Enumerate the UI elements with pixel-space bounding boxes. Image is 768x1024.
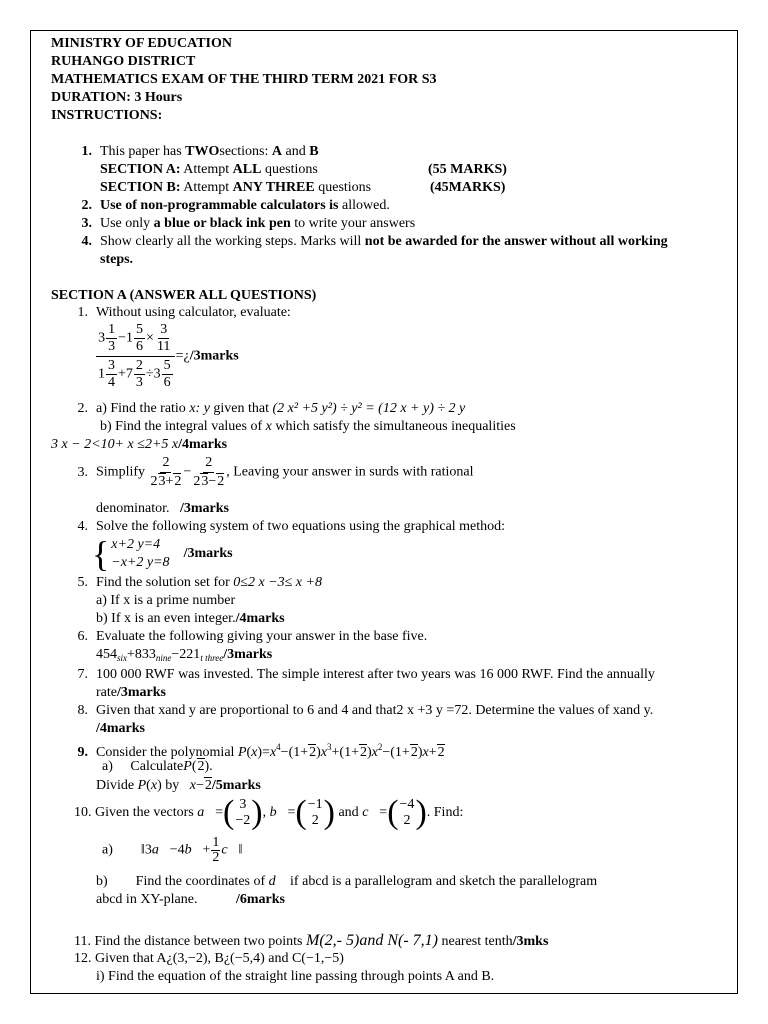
instruction-section-a: SECTION A: Attempt ALL questions xyxy=(100,162,318,177)
section-a-title: SECTION A (ANSWER ALL QUESTIONS) xyxy=(51,288,317,303)
q5a: a) If x is a prime number xyxy=(96,593,236,608)
instruction-2: 2. Use of non-programmable calculators is allowed. xyxy=(81,198,390,213)
q3-line2: denominator. /3marks xyxy=(96,501,229,516)
q7-text: 7. 100 000 RWF was invested. The simple interest after two years was 16 000 RWF. Find the annually xyxy=(77,667,655,682)
instruction-section-b: SECTION B: Attempt ANY THREE questions xyxy=(100,180,372,195)
header-exam-title: MATHEMATICS EXAM OF THE THIRD TERM 2021 FOR S3 xyxy=(51,72,437,87)
q2b-inequality: 3 x − 2<10+ x ≤2+5 x/4marks xyxy=(51,437,228,452)
q9-text: 9. Consider the polynomial $P(x)=x^4-(1+2)x^3+(1+2)x^2-(1+2)x+2$ xyxy=(77,742,445,760)
q5-text: 5. Find the solution set for 0≤2 x −3≤ x +8 xyxy=(77,575,322,590)
header-instructions: INSTRUCTIONS: xyxy=(51,108,163,123)
instruction-section-b-marks: (45MARKS) xyxy=(430,180,506,195)
q1-expression: 3 $\frac{1}{3}$ −1 $\frac{5}{6}$ × $\frac{3}{11}$ 1 $\frac{3}{4}$ +7 $\frac{2}{3}$ ÷3 $\frac{5}{6}$ =¿/3marks xyxy=(98,322,239,390)
q9-divide: Divide P(x) by x−2/5marks xyxy=(96,778,261,793)
q11-text: 11. Find the distance between two points M(2,- 5)and N(- 7,1) nearest tenth/3mks xyxy=(74,932,549,949)
instruction-1: 1. This paper has TWOsections: A and B xyxy=(81,144,319,159)
q8-text: 8. Given that xand y are proportional to 6 and 4 and that2 x +3 y =72. Determine the values of xand y. xyxy=(77,703,654,718)
q7-line2: rate/3marks xyxy=(96,685,166,700)
q1-text: 1. Without using calculator, evaluate: xyxy=(77,305,291,320)
q2b-text: b) Find the integral values of x which satisfy the simultaneous inequalities xyxy=(100,419,516,434)
q10b-line2: abcd in XY-plane. /6marks xyxy=(96,892,285,907)
q9a: a) CalculateP(2). xyxy=(102,759,213,774)
instruction-3: 3. Use only a blue or black ink pen to write your answers xyxy=(81,216,416,231)
q4-system: { x+2 y=4 −x+2 y=8 /3marks xyxy=(92,534,233,574)
q3-text: 3. Simplify $\frac{2}{23+2}$ − $\frac{2}{23-2}$ , Leaving your answer in surds with rational xyxy=(77,455,474,489)
header-ministry: MINISTRY OF EDUCATION xyxy=(51,36,233,51)
instruction-section-a-marks: (55 MARKS) xyxy=(428,162,507,177)
q10b: b) Find the coordinates of d⃗ if abcd is a parallelogram and sketch the parallelogram xyxy=(96,874,598,889)
header-district: RUHANGO DISTRICT xyxy=(51,54,196,69)
header-duration: DURATION: 3 Hours xyxy=(51,90,183,105)
q10a: a) ‖3a⃗−4b⃗+ $\frac{1}{2}$ c⃗‖ xyxy=(102,835,243,865)
instruction-4: 4. Show clearly all the working steps. Marks will not be awarded for the answer without all working xyxy=(81,234,668,249)
q6-expression: $454_{six}+833_{nine}-221_{t three}/3marks$ xyxy=(96,647,273,663)
q4-text: 4. Solve the following system of two equations using the graphical method: xyxy=(77,519,506,534)
q10-text: 10. Given the vectors a⃗ = ( 3 −2 ) , b⃗ = ( −1 2 ) and c⃗ = ( −4 2 ) . Find: xyxy=(74,794,464,831)
q8-marks: /4marks xyxy=(96,721,145,736)
q5b: b) If x is an even integer./4marks xyxy=(96,611,285,626)
q12-text: 12. Given that A¿(3,−2), B¿(−5,4) and C(−1,−5) xyxy=(74,951,344,966)
q6-text: 6. Evaluate the following giving your answer in the base five. xyxy=(77,629,428,644)
instruction-4-cont: steps. xyxy=(100,252,134,267)
q2a-text: 2. a) Find the ratio x: y given that (2 x² +5 y²) ÷ y² = (12 x + y) ÷ 2 y xyxy=(77,401,466,416)
q12-i: i) Find the equation of the straight line passing through points A and B. xyxy=(96,969,495,984)
